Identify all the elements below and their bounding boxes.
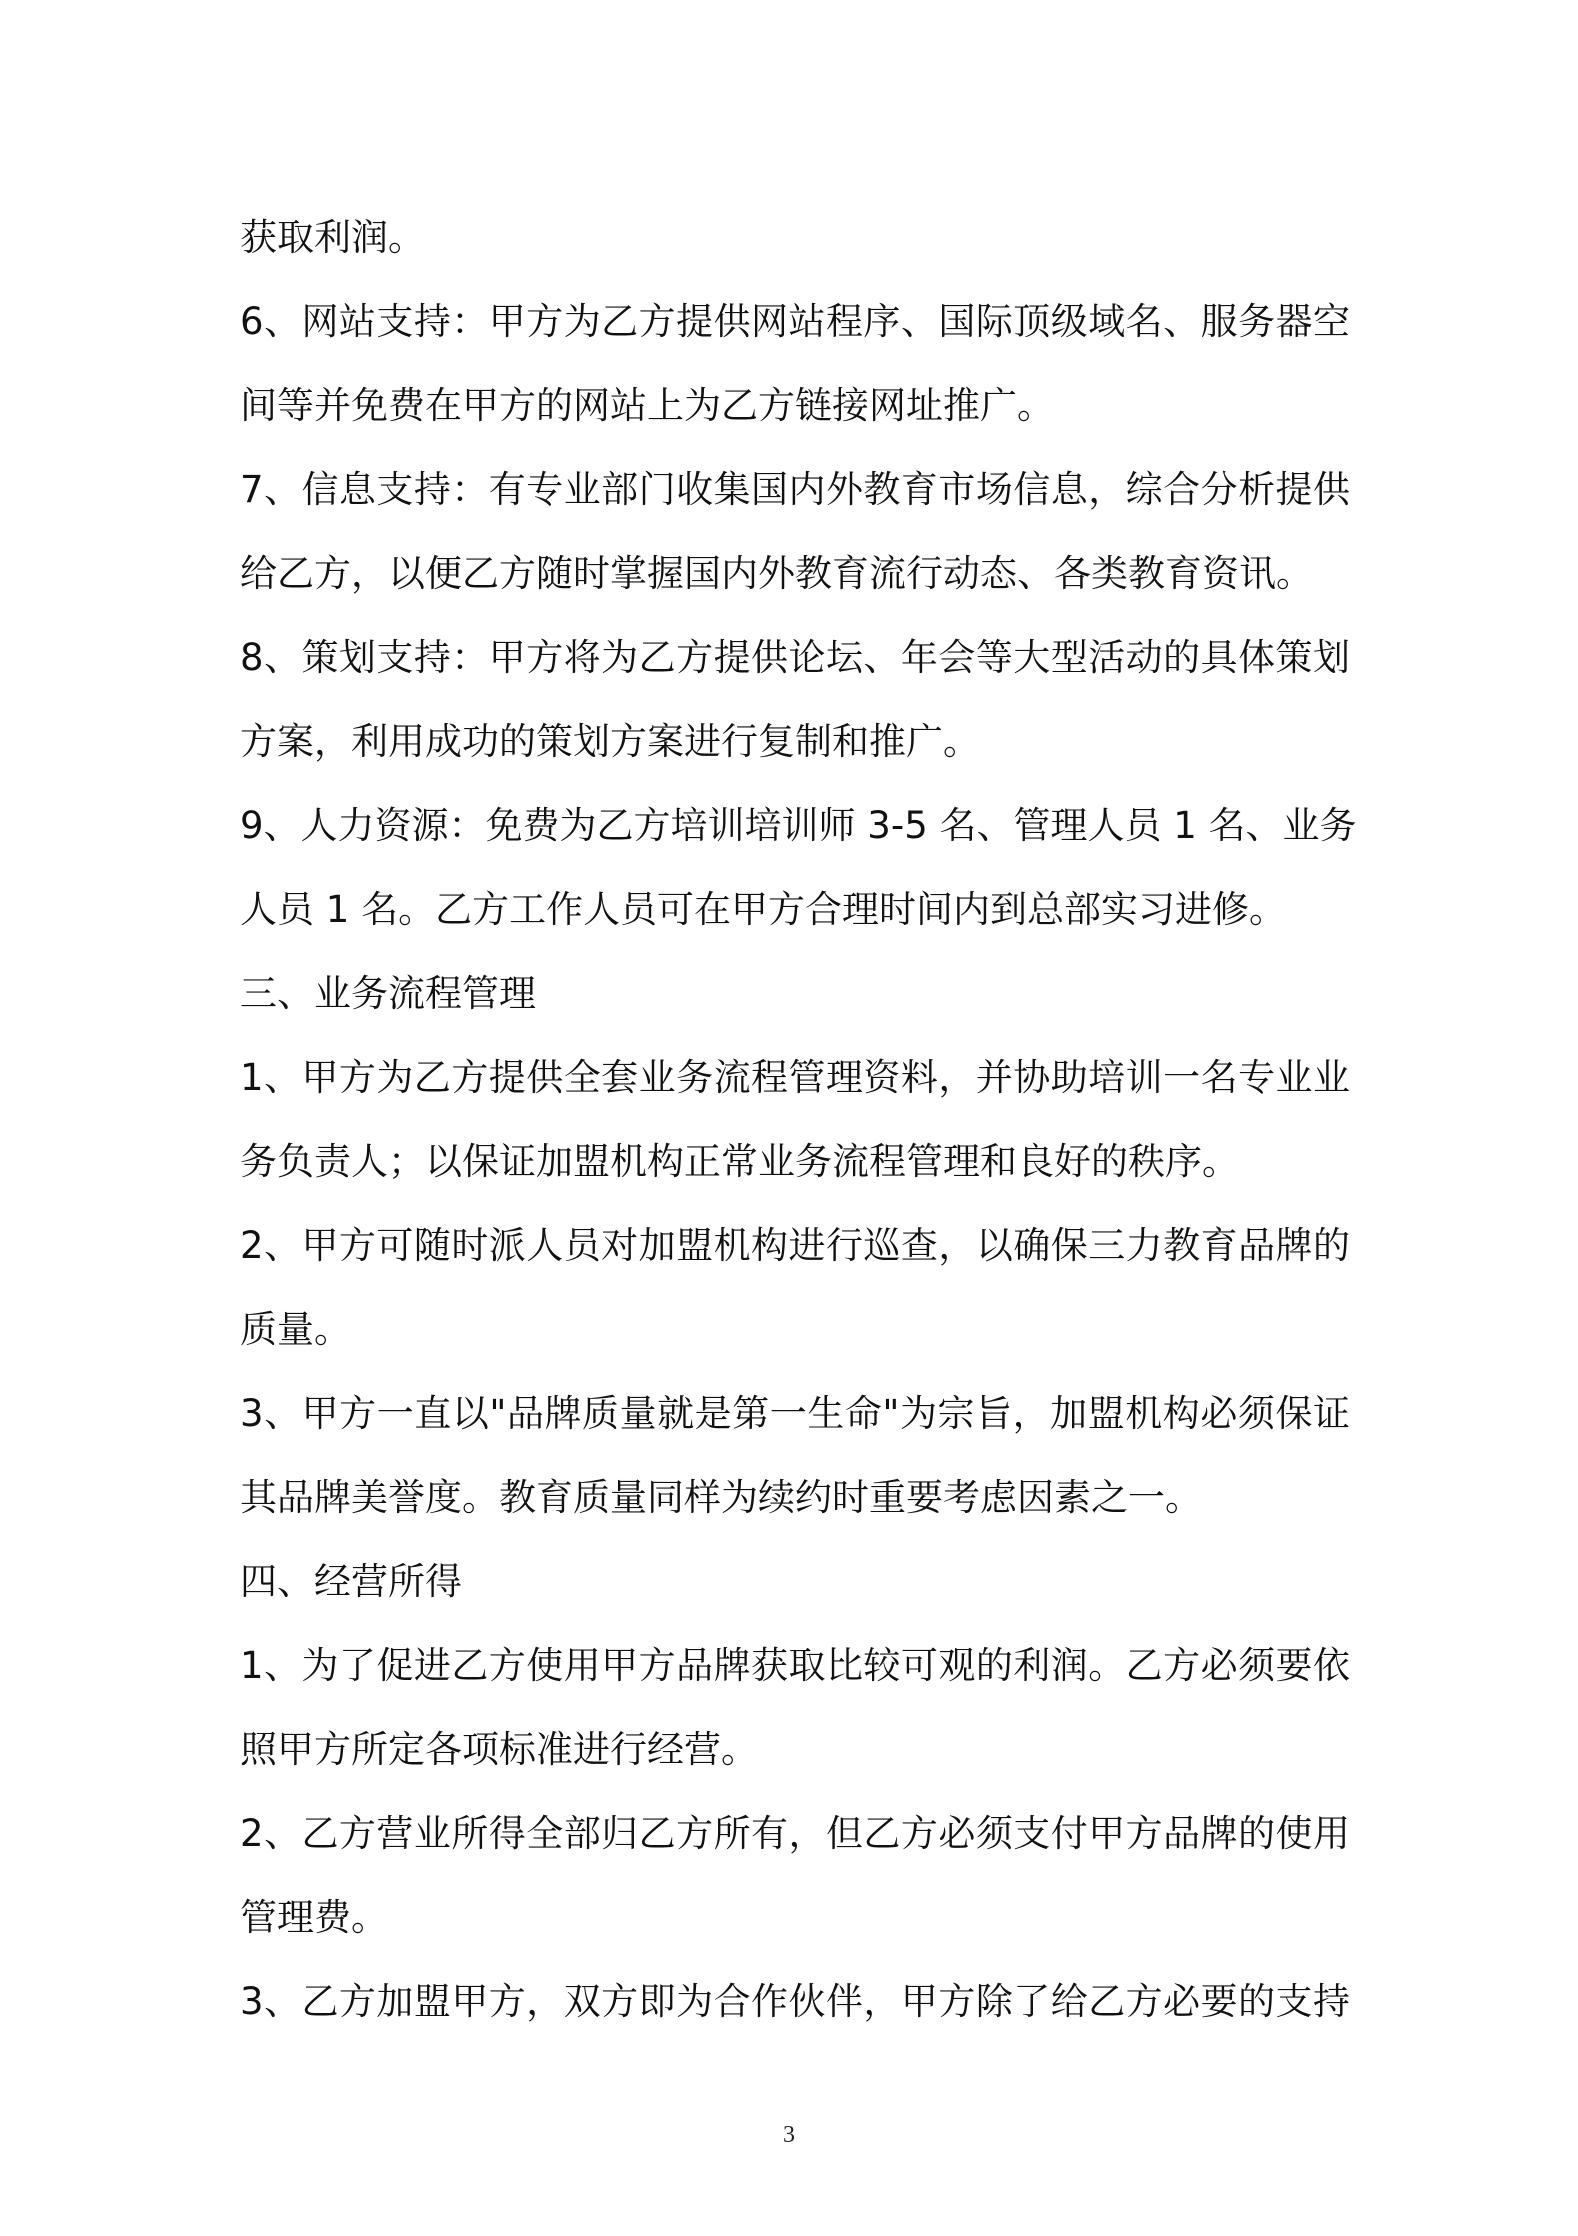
text-line: 照甲方所定各项标准进行经营。 — [240, 1728, 758, 1771]
page-number: 3 — [783, 2122, 795, 2148]
text-line: 2、甲方可随时派人员对加盟机构进行巡查，以确保三力教育品牌的 — [240, 1224, 1350, 1267]
text-line: 给乙方，以便乙方随时掌握国内外教育流行动态、各类教育资讯。 — [240, 552, 1313, 595]
document-body — [240, 196, 1357, 2044]
text-line: 3、乙方加盟甲方，双方即为合作伙伴，甲方除了给乙方必要的支持 — [240, 1980, 1350, 2023]
text-line: 管理费。 — [240, 1896, 388, 1939]
section-heading: 三、业务流程管理 — [240, 972, 536, 1015]
text-line: 获取利润。 — [240, 216, 425, 259]
text-line: 方案，利用成功的策划方案进行复制和推广。 — [240, 720, 980, 763]
text-line: 1、甲方为乙方提供全套业务流程管理资料，并协助培训一名专业业 — [240, 1056, 1350, 1099]
text-line: 7、信息支持：有专业部门收集国内外教育市场信息，综合分析提供 — [240, 468, 1350, 511]
text-line: 1、为了促进乙方使用甲方品牌获取比较可观的利润。乙方必须要依 — [240, 1644, 1350, 1687]
text-line: 质量。 — [240, 1308, 351, 1351]
text-line: 9、人力资源：免费为乙方培训培训师 3-5 名、管理人员 1 名、业务 — [240, 804, 1357, 847]
text-line: 其品牌美誉度。教育质量同样为续约时重要考虑因素之一。 — [240, 1476, 1202, 1519]
text-line: 6、网站支持：甲方为乙方提供网站程序、国际顶级域名、服务器空 — [240, 300, 1350, 343]
text-line: 间等并免费在甲方的网站上为乙方链接网址推广。 — [240, 384, 1054, 427]
text-line: 人员 1 名。乙方工作人员可在甲方合理时间内到总部实习进修。 — [240, 888, 1287, 931]
text-line: 8、策划支持：甲方将为乙方提供论坛、年会等大型活动的具体策划 — [240, 636, 1350, 679]
text-line: 3、甲方一直以"品牌质量就是第一生命"为宗旨，加盟机构必须保证 — [240, 1392, 1350, 1435]
text-line: 2、乙方营业所得全部归乙方所有，但乙方必须支付甲方品牌的使用 — [240, 1812, 1350, 1855]
text-line: 务负责人；以保证加盟机构正常业务流程管理和良好的秩序。 — [240, 1140, 1239, 1183]
section-heading: 四、经营所得 — [240, 1560, 462, 1603]
